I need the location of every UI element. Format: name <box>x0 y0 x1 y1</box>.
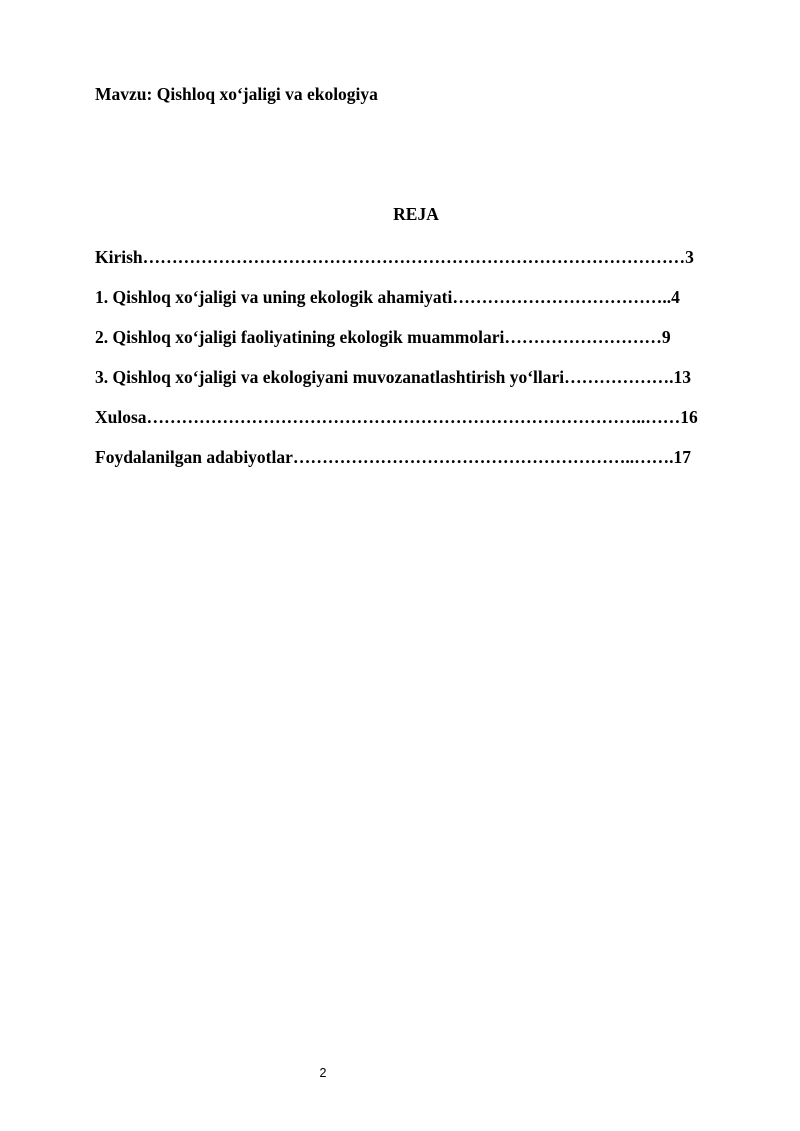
toc-item-conclusion: Xulosa…………………………………………………………………………..……16 <box>95 407 698 427</box>
document-subject: Mavzu: Qishloq xo‘jaligi va ekologiya <box>95 84 378 104</box>
toc-item-references: Foydalanilgan adabiyotlar…………………………………………………..…….17 <box>95 447 692 467</box>
page-number: 2 <box>319 1066 327 1080</box>
toc-item-introduction: Kirish…………………………………………………………………………………3 <box>95 247 694 267</box>
toc-item-chapter-2: 2. Qishloq xo‘jaligi faoliyatining ekologik muammolari………………………9 <box>95 327 671 347</box>
toc-item-chapter-1: 1. Qishloq xo‘jaligi va uning ekologik ahamiyati………………………………..4 <box>95 287 680 307</box>
toc-item-chapter-3: 3. Qishloq xo‘jaligi va ekologiyani muvozanatlashtirish yo‘llari……………….13 <box>95 367 692 387</box>
plan-title: REJA <box>393 204 439 224</box>
table-of-contents <box>95 245 755 485</box>
